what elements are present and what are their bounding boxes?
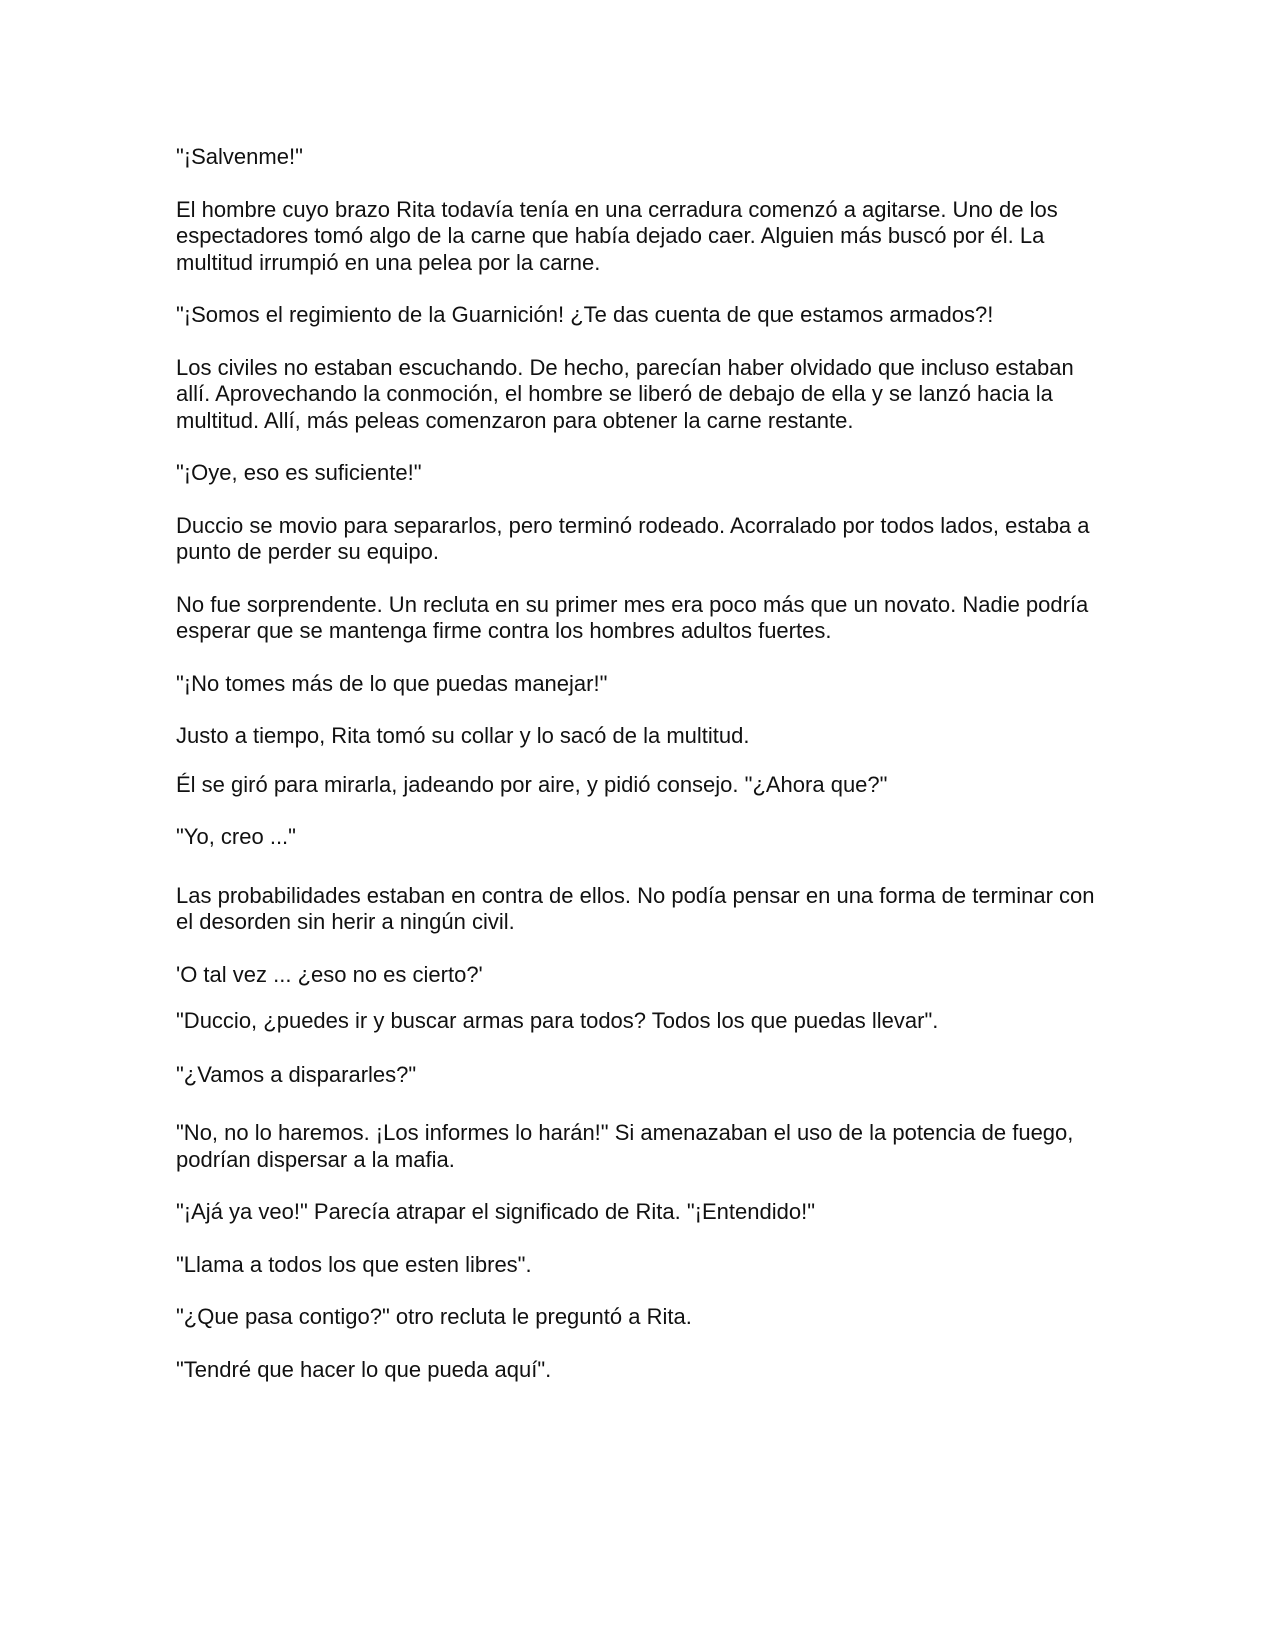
paragraph-15: "¿Vamos a dispararles?"	[176, 1061, 417, 1087]
paragraph-1: "¡Salvenme!"	[176, 144, 303, 169]
paragraph-3: "¡Somos el regimiento de la Guarnición! ¿Te das cuenta de que estamos armados?!	[176, 302, 994, 327]
paragraph-8: "¡No tomes más de lo que puedas manejar!"	[176, 670, 608, 696]
paragraph-10: Él se giró para mirarla, jadeando por aire, y pidió consejo. "¿Ahora que?"	[176, 771, 888, 797]
paragraph-20: "Tendré que hacer lo que pueda aquí".	[176, 1356, 552, 1382]
paragraph-5: "¡Oye, eso es suficiente!"	[176, 460, 422, 485]
paragraph-19: "¿Que pasa contigo?" otro recluta le preguntó a Rita.	[176, 1304, 692, 1329]
paragraph-4: Los civiles no estaban escuchando. De hecho, parecían haber olvidado que incluso estaban allí. Aprovechando la conmoción, el hombre se liberó de debajo de ella y se lanzó hacia la multitud. Allí, más peleas comenzaron para obtener la carne restante.	[176, 354, 1074, 433]
paragraph-16: "No, no lo haremos. ¡Los informes lo harán!" Si amenazaban el uso de la potencia de fuego, podrían dispersar a la mafia.	[176, 1120, 1074, 1172]
paragraph-14: "Duccio, ¿puedes ir y buscar armas para todos? Todos los que puedas llevar".	[176, 1008, 939, 1033]
paragraph-17: "¡Ajá ya veo!" Parecía atrapar el significado de Rita. "¡Entendido!"	[176, 1199, 816, 1224]
document-page	[176, 144, 1096, 1383]
paragraph-18: "Llama a todos los que esten libres".	[176, 1251, 532, 1277]
paragraph-6: Duccio se movio para separarlos, pero terminó rodeado. Acorralado por todos lados, estaba a punto de perder su equipo.	[176, 512, 1090, 564]
paragraph-11: "Yo, creo ..."	[176, 824, 296, 849]
paragraph-12: Las probabilidades estaban en contra de ellos. No podía pensar en una forma de terminar con el desorden sin herir a ningún civil.	[176, 882, 1095, 934]
paragraph-2: El hombre cuyo brazo Rita todavía tenía en una cerradura comenzó a agitarse. Uno de los espectadores tomó algo de la carne que había dejado caer. Alguien más buscó por él. La multitud irrumpió en una pelea por la carne.	[176, 196, 1058, 275]
paragraph-9: Justo a tiempo, Rita tomó su collar y lo sacó de la multitud.	[176, 723, 750, 748]
paragraph-13: 'O tal vez ... ¿eso no es cierto?'	[176, 961, 483, 987]
paragraph-7: No fue sorprendente. Un recluta en su primer mes era poco más que un novato. Nadie podría esperar que se mantenga firme contra los hombres adultos fuertes.	[176, 591, 1089, 643]
